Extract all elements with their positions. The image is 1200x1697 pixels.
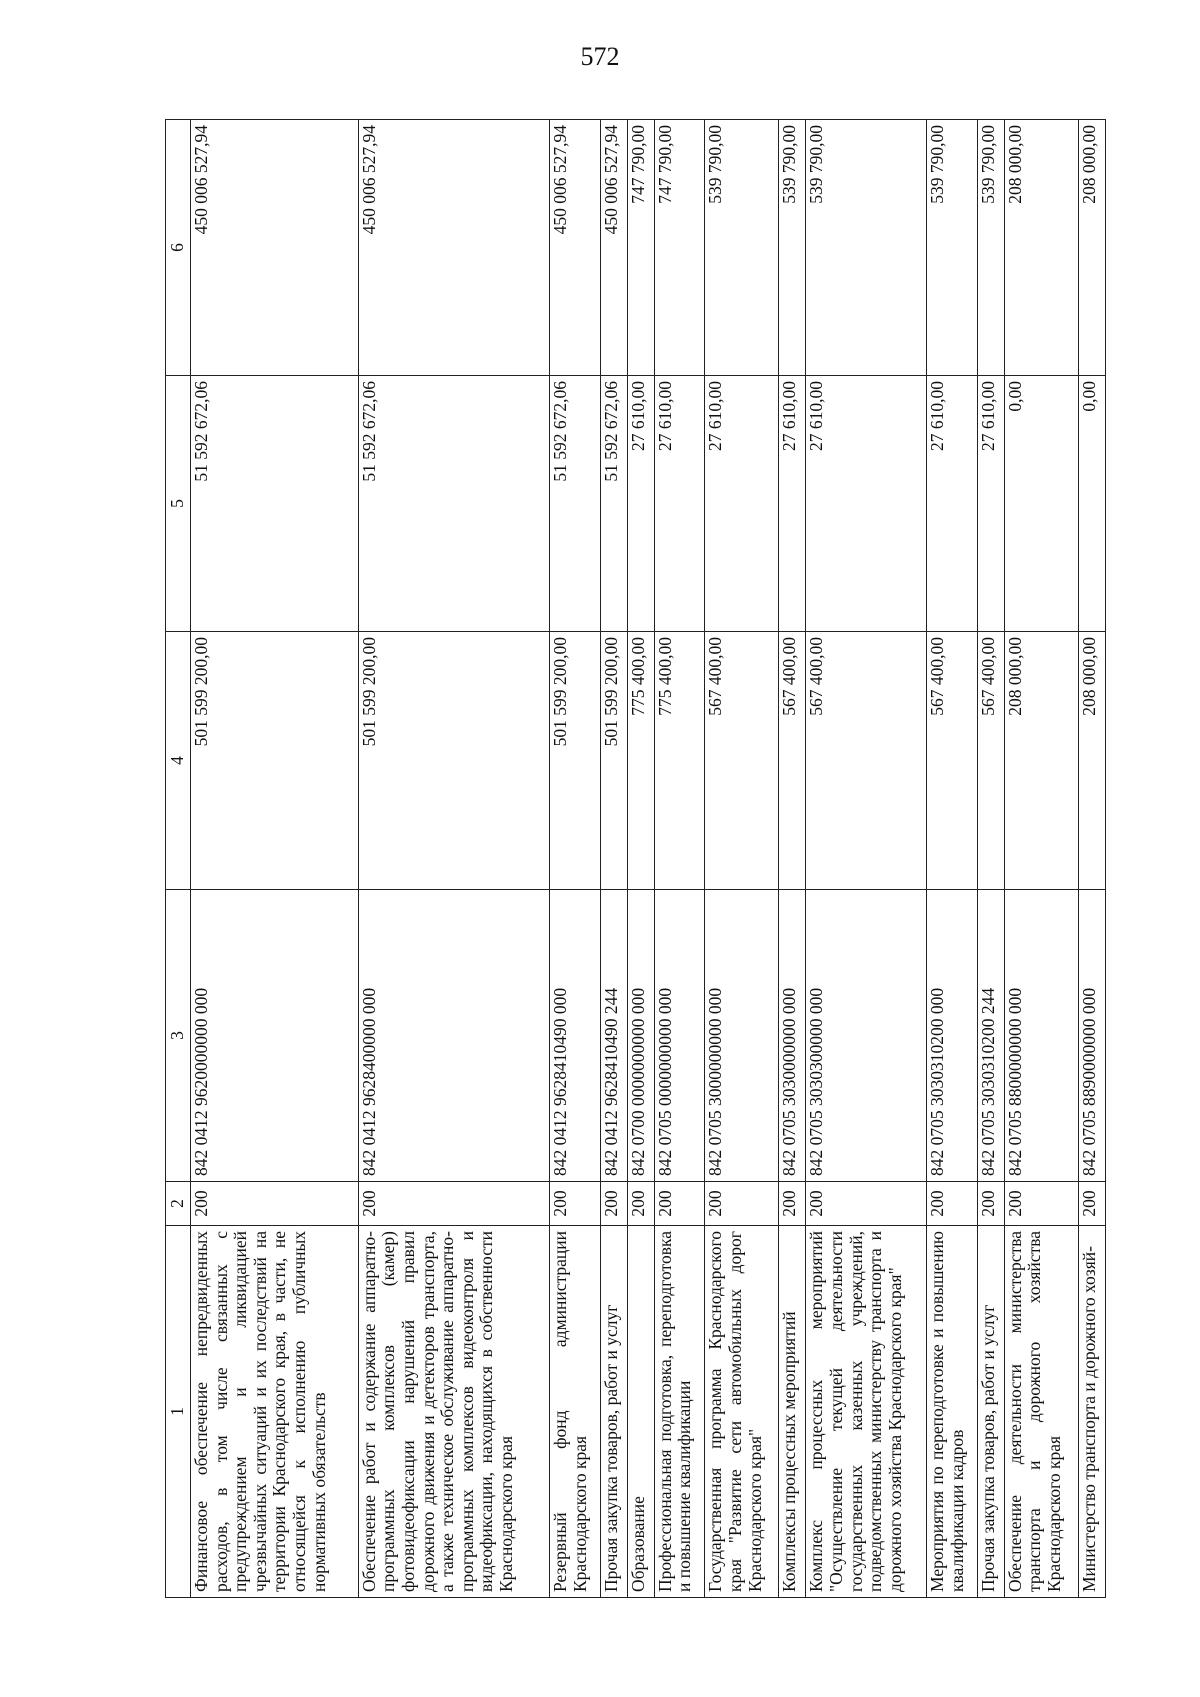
- table-row: [806, 120, 927, 1598]
- row-executed: 27 610,00: [705, 376, 779, 632]
- row-remainder: 539 790,00: [927, 120, 978, 376]
- table-row: [977, 120, 1004, 1598]
- row-code: 200: [654, 1182, 705, 1226]
- table-row: [705, 120, 779, 1598]
- row-kbk: 842 0705 3030310200 000: [927, 890, 978, 1182]
- rotated-table-container: [165, 120, 1106, 1598]
- row-executed: 27 610,00: [977, 376, 1004, 632]
- header-col-3: 3: [166, 890, 191, 1182]
- row-code: 200: [1078, 1182, 1105, 1226]
- header-col-2: 2: [166, 1182, 191, 1226]
- row-name: Резервный фонд администрации Краснодарского края: [550, 1226, 601, 1598]
- row-remainder: 450 006 527,94: [358, 120, 549, 376]
- row-code: 200: [779, 1182, 806, 1226]
- row-name: Профессиональная подготовка, переподготовка и повышение квалификации: [654, 1226, 705, 1598]
- row-code: 200: [600, 1182, 627, 1226]
- table-row: [600, 120, 627, 1598]
- row-remainder: 539 790,00: [705, 120, 779, 376]
- row-plan: 501 599 200,00: [191, 632, 359, 890]
- row-executed: 27 610,00: [654, 376, 705, 632]
- budget-table: [165, 119, 1106, 1598]
- row-remainder: 539 790,00: [779, 120, 806, 376]
- row-code: 200: [927, 1182, 978, 1226]
- row-kbk: 842 0705 3030310200 244: [977, 890, 1004, 1182]
- row-plan: 567 400,00: [977, 632, 1004, 890]
- row-executed: 27 610,00: [779, 376, 806, 632]
- row-remainder: 747 790,00: [654, 120, 705, 376]
- row-executed: 51 592 672,06: [191, 376, 359, 632]
- header-col-4: 4: [166, 632, 191, 890]
- header-col-1: 1: [166, 1226, 191, 1598]
- table-row: [1078, 120, 1105, 1598]
- row-kbk: 842 0705 3030300000 000: [806, 890, 927, 1182]
- row-plan: 775 400,00: [627, 632, 654, 890]
- table-row: [654, 120, 705, 1598]
- row-plan: 501 599 200,00: [550, 632, 601, 890]
- row-name: Обеспечение работ и содержание аппаратно-программных комплексов (камер) фотовидеофиксации нарушений правил дорожного движения и детекторов транспорта, а также техническое обслуживание аппаратно-программных комплексов видеоконтроля и видеофиксации, находящихся в собственности Краснодарского края: [358, 1226, 549, 1598]
- table-row: [550, 120, 601, 1598]
- row-executed: 51 592 672,06: [550, 376, 601, 632]
- row-name: Прочая закупка товаров, работ и услуг: [600, 1226, 627, 1598]
- row-code: 200: [705, 1182, 779, 1226]
- row-name: Министерство транспорта и дорожного хозяй-: [1078, 1226, 1105, 1598]
- row-code: 200: [550, 1182, 601, 1226]
- row-remainder: 539 790,00: [977, 120, 1004, 376]
- row-plan: 567 400,00: [806, 632, 927, 890]
- row-name: Прочая закупка товаров, работ и услуг: [977, 1226, 1004, 1598]
- row-kbk: 842 0705 0000000000 000: [654, 890, 705, 1182]
- row-executed: 0,00: [1078, 376, 1105, 632]
- row-code: 200: [358, 1182, 549, 1226]
- row-executed: 51 592 672,06: [358, 376, 549, 632]
- row-name: Государственная программа Краснодарского края "Развитие сети автомобильных дорог Краснодарского края": [705, 1226, 779, 1598]
- row-kbk: 842 0705 8890000000 000: [1078, 890, 1105, 1182]
- header-col-5: 5: [166, 376, 191, 632]
- row-remainder: 450 006 527,94: [550, 120, 601, 376]
- row-plan: 208 000,00: [1004, 632, 1078, 890]
- row-kbk: 842 0700 0000000000 000: [627, 890, 654, 1182]
- row-kbk: 842 0412 9628410490 000: [550, 890, 601, 1182]
- table-row: [1004, 120, 1078, 1598]
- table-row: [358, 120, 549, 1598]
- row-code: 200: [1004, 1182, 1078, 1226]
- row-executed: 0,00: [1004, 376, 1078, 632]
- row-kbk: 842 0705 8800000000 000: [1004, 890, 1078, 1182]
- row-remainder: 747 790,00: [627, 120, 654, 376]
- row-remainder: 208 000,00: [1078, 120, 1105, 376]
- row-executed: 51 592 672,06: [600, 376, 627, 632]
- row-code: 200: [627, 1182, 654, 1226]
- row-kbk: 842 0705 3000000000 000: [705, 890, 779, 1182]
- row-plan: 775 400,00: [654, 632, 705, 890]
- row-plan: 501 599 200,00: [600, 632, 627, 890]
- table-row: [191, 120, 359, 1598]
- table-row: [779, 120, 806, 1598]
- row-executed: 27 610,00: [927, 376, 978, 632]
- row-name: Финансовое обеспечение непредвиденных расходов, в том числе связанных с предупреждением и ликвидацией чрезвычайных ситуаций и их последствий на территории Краснодарского края, в части, не относящейся к исполнению публичных нормативных обязательств: [191, 1226, 359, 1598]
- row-remainder: 450 006 527,94: [600, 120, 627, 376]
- row-code: 200: [191, 1182, 359, 1226]
- table-row: [627, 120, 654, 1598]
- row-kbk: 842 0412 9620000000 000: [191, 890, 359, 1182]
- row-remainder: 539 790,00: [806, 120, 927, 376]
- row-code: 200: [977, 1182, 1004, 1226]
- row-name: Обеспечение деятельности министерства транспорта и дорожного хозяйства Краснодарского края: [1004, 1226, 1078, 1598]
- table-header-row: [166, 120, 191, 1598]
- row-plan: 567 400,00: [705, 632, 779, 890]
- row-kbk: 842 0705 3030000000 000: [779, 890, 806, 1182]
- row-plan: 208 000,00: [1078, 632, 1105, 890]
- row-name: Комплекс процессных мероприятий "Осуществление текущей деятельности государственных казенных учреждений, подведомственных министерству транспорта и дорожного хозяйства Краснодарского края": [806, 1226, 927, 1598]
- page-number: 572: [580, 42, 620, 71]
- row-kbk: 842 0412 9628400000 000: [358, 890, 549, 1182]
- row-plan: 567 400,00: [779, 632, 806, 890]
- row-executed: 27 610,00: [627, 376, 654, 632]
- row-name: Образование: [627, 1226, 654, 1598]
- row-name: Мероприятия по переподготовке и повышению квалификации кадров: [927, 1226, 978, 1598]
- table-row: [927, 120, 978, 1598]
- row-name: Комплексы процессных мероприятий: [779, 1226, 806, 1598]
- row-remainder: 450 006 527,94: [191, 120, 359, 376]
- row-plan: 567 400,00: [927, 632, 978, 890]
- row-kbk: 842 0412 9628410490 244: [600, 890, 627, 1182]
- header-col-6: 6: [166, 120, 191, 376]
- row-code: 200: [806, 1182, 927, 1226]
- row-plan: 501 599 200,00: [358, 632, 549, 890]
- row-remainder: 208 000,00: [1004, 120, 1078, 376]
- row-executed: 27 610,00: [806, 376, 927, 632]
